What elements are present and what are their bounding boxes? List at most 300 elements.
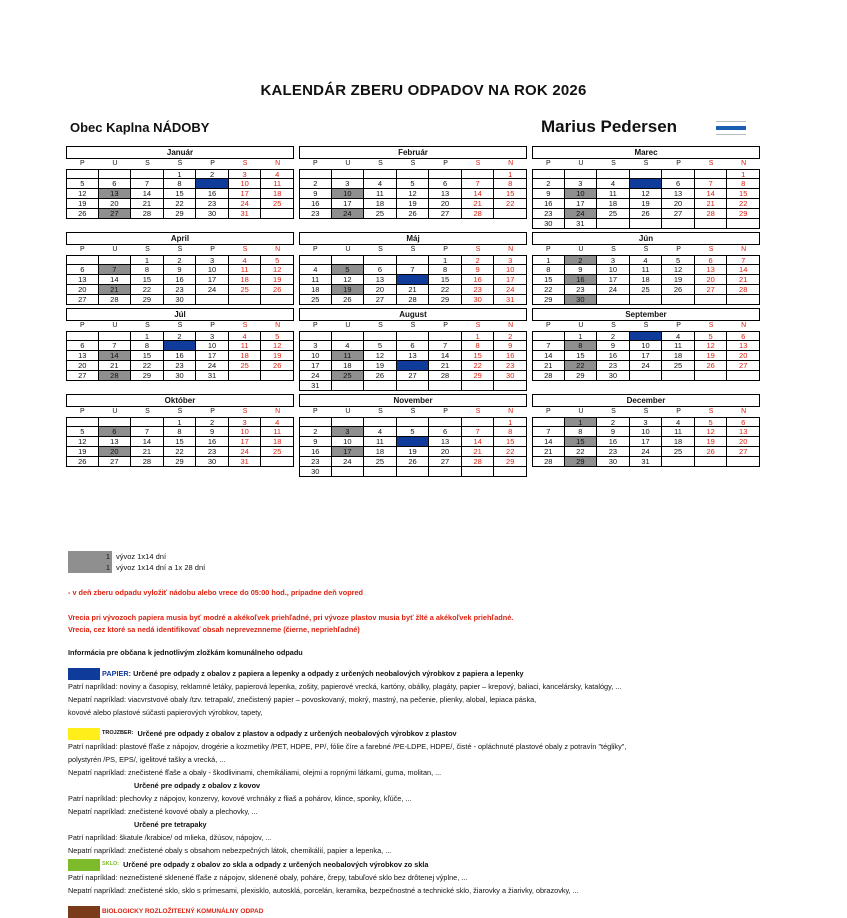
day-cell: 14 [462,437,495,447]
weekday-label: P [79,246,85,253]
day-cell: 28 [462,457,495,467]
day-cell [397,467,430,477]
day-cell: 18 [299,285,332,295]
week-row [66,275,294,285]
metal-rejected: Nepatrí napríklad: znečistené kovové obaly a plechovky, ... [68,807,258,816]
day-cell: 25 [261,199,294,209]
day-cell [597,169,630,179]
week-row [299,341,527,351]
day-cell: 15 [565,437,598,447]
day-cell: 13 [364,275,397,285]
day-cell: 19 [66,199,99,209]
day-cell: 13 [429,189,462,199]
weekday-label: P [79,322,85,329]
day-cell: 30 [299,467,332,477]
day-cell: 19 [630,199,663,209]
metal-accepted: Patrí napríklad: plechovky z nápojov, konzervy, kovové vrchnáky z fliaš a pohárov, klince, sponky, kľúče, ... [68,794,412,803]
day-cell: 21 [462,199,495,209]
weekday-label: S [475,408,481,415]
month-calendar [299,232,527,305]
day-cell: 30 [597,457,630,467]
month-name: Máj [299,232,527,245]
day-cell: 10 [630,341,663,351]
day-cell: 29 [727,209,760,219]
day-cell: 8 [565,341,598,351]
day-cell: 19 [695,351,728,361]
weekday-label: S [611,160,616,167]
day-cell: 8 [532,265,565,275]
day-cell: 26 [332,295,365,305]
day-cell: 29 [131,295,164,305]
weekday-label: Š [177,246,183,253]
day-cell [332,467,365,477]
week-row [66,255,294,265]
day-cell: 21 [99,361,132,371]
day-cell [597,295,630,305]
paper-label: PAPIER: [102,669,132,678]
day-cell: 18 [662,351,695,361]
day-cell: 10 [196,265,229,275]
day-cell [630,169,663,179]
day-cell [261,457,294,467]
day-cell: 29 [164,457,197,467]
week-row [532,179,760,189]
day-cell: 5 [332,265,365,275]
paper-rejected-2: kovové alebo plastové súčasti papierových výrobkov, tapety, [68,708,263,717]
bio-section [68,905,263,918]
month-calendar [66,308,294,391]
day-cell: 25 [229,361,262,371]
day-cell [261,295,294,305]
day-cell: 29 [164,209,197,219]
day-cell: 2 [494,331,527,341]
day-cell: 13 [99,189,132,199]
day-cell: 3 [229,417,262,427]
day-cell: 8 [429,265,462,275]
day-cell: 3 [229,169,262,179]
day-cell [662,457,695,467]
day-cell: 24 [332,457,365,467]
weekday-label: U [345,246,351,253]
day-cell: 5 [261,255,294,265]
weekday-label: Š [177,408,183,415]
day-cell: 18 [662,437,695,447]
day-cell: 17 [229,437,262,447]
day-cell: 28 [99,295,132,305]
weekday-label: S [708,160,714,167]
bags-note-2: Vrecia, cez ktoré sa nedá identifikovať obsah nepreveznneme (čierne, nepriehľadné) [68,625,360,634]
day-cell: 30 [196,209,229,219]
day-cell: 2 [597,331,630,341]
day-cell: 18 [630,275,663,285]
day-cell: 4 [261,169,294,179]
day-cell [532,331,565,341]
day-cell: 9 [196,427,229,437]
day-cell: 24 [196,361,229,371]
day-cell: 5 [66,427,99,437]
day-cell: 16 [597,351,630,361]
legend [68,551,205,573]
day-cell: 26 [662,285,695,295]
day-cell: 24 [229,199,262,209]
weekday-label: Š [410,160,416,167]
weekday-label: S [378,408,383,415]
day-cell [727,219,760,229]
day-cell: 15 [131,351,164,361]
weekday-label: P [312,246,318,253]
day-cell: 18 [364,199,397,209]
day-cell [299,331,332,341]
day-cell [131,417,164,427]
day-cell: 22 [565,361,598,371]
month-calendar [532,308,760,391]
month-calendar [299,394,527,477]
day-cell: 31 [229,457,262,467]
day-cell: 4 [364,179,397,189]
day-cell: 19 [66,447,99,457]
week-row [532,169,760,179]
day-cell: 31 [299,381,332,391]
day-cell: 30 [597,371,630,381]
day-cell: 9 [164,265,197,275]
day-cell: 3 [565,179,598,189]
day-cell: 28 [429,371,462,381]
day-cell: 15 [164,437,197,447]
day-cell: 23 [164,361,197,371]
weekday-header [66,407,294,417]
weekday-label: P [443,408,448,415]
day-cell: 24 [597,285,630,295]
week-row [532,341,760,351]
day-cell: 9 [565,265,598,275]
day-cell: 3 [299,341,332,351]
weekday-header [299,321,527,331]
weekday-label: S [708,246,714,253]
day-cell [299,417,332,427]
day-cell [66,169,99,179]
day-cell: 1 [131,331,164,341]
day-cell: 9 [462,265,495,275]
day-cell: 27 [727,361,760,371]
week-row [532,371,760,381]
week-row [299,351,527,361]
day-cell: 6 [429,179,462,189]
weekday-header [299,245,527,255]
day-cell: 29 [565,457,598,467]
day-cell: 23 [299,209,332,219]
weekday-label: N [741,246,747,253]
week-row [66,169,294,179]
day-cell: 14 [532,351,565,361]
day-cell: 12 [66,437,99,447]
month-name: December [532,394,760,407]
day-cell: 19 [261,275,294,285]
weekday-label: U [578,408,584,415]
day-cell: 26 [630,209,663,219]
day-cell [630,295,663,305]
week-row [66,417,294,427]
day-cell: 7 [532,427,565,437]
bio-color-swatch [68,906,100,918]
day-cell: 8 [164,427,197,437]
day-cell: 26 [66,457,99,467]
day-cell: 21 [429,361,462,371]
day-cell: 14 [99,275,132,285]
day-cell: 29 [131,371,164,381]
day-cell: 8 [727,179,760,189]
day-cell: 21 [131,447,164,457]
day-cell: 13 [662,189,695,199]
day-cell: 13 [66,275,99,285]
day-cell: 10 [229,427,262,437]
day-cell [727,371,760,381]
day-cell [695,371,728,381]
municipality-name: Obec Kaplna NÁDOBY [70,120,210,135]
day-cell: 27 [727,447,760,457]
weekday-label: S [242,408,248,415]
week-row [532,457,760,467]
day-cell: 16 [462,275,495,285]
day-cell [332,381,365,391]
day-cell [299,255,332,265]
day-cell: 1 [494,169,527,179]
day-cell [727,457,760,467]
weekday-header [532,407,760,417]
day-cell: 2 [299,427,332,437]
plastic-rejected: Nepatrí napríklad: znečistené fľaše a obaly - škodlivinami, chemikáliami, olejmi a ropnými látkami, guma, molitan, ... [68,768,442,777]
day-cell: 23 [196,447,229,457]
weekday-label: S [145,322,150,329]
day-cell [532,417,565,427]
day-cell: 18 [229,351,262,361]
weekday-label: U [578,246,584,253]
weekday-label: S [378,246,383,253]
day-cell [494,467,527,477]
weekday-label: P [312,160,318,167]
month-calendar [66,232,294,305]
day-cell: 14 [695,189,728,199]
day-cell: 17 [597,275,630,285]
week-row [66,265,294,275]
weekday-label: N [741,322,747,329]
day-cell: 26 [364,371,397,381]
day-cell: 20 [429,447,462,457]
day-cell: 16 [532,199,565,209]
day-cell: 4 [261,417,294,427]
day-cell [462,417,495,427]
info-heading: Informácia pre občana k jednotlivým zložkám komunálneho odpadu [68,648,303,657]
day-cell: 6 [364,265,397,275]
weekday-label: S [611,322,616,329]
day-cell [99,169,132,179]
weekday-label: U [578,322,584,329]
week-row [66,179,294,189]
weekday-label: N [741,160,747,167]
day-cell: 11 [229,341,262,351]
day-cell: 9 [196,179,229,189]
day-cell: 18 [261,437,294,447]
weekday-label: U [112,160,118,167]
day-cell: 22 [727,199,760,209]
day-cell [429,417,462,427]
day-cell: 24 [494,285,527,295]
weekday-label: P [676,322,681,329]
day-cell [99,331,132,341]
day-cell: 5 [397,427,430,437]
day-cell: 4 [332,341,365,351]
day-cell: 6 [727,417,760,427]
day-cell: 17 [332,447,365,457]
day-cell: 11 [662,341,695,351]
day-cell: 2 [299,179,332,189]
day-cell: 26 [261,361,294,371]
day-cell: 21 [532,361,565,371]
week-row [532,361,760,371]
day-cell: 13 [429,437,462,447]
day-cell: 16 [565,275,598,285]
weekday-label: S [475,322,481,329]
day-cell: 18 [364,447,397,457]
day-cell: 30 [164,295,197,305]
day-cell: 11 [597,189,630,199]
day-cell: 10 [630,427,663,437]
weekday-label: Š [643,322,649,329]
week-row [299,209,527,219]
weekday-header [299,159,527,169]
day-cell: 13 [66,351,99,361]
day-cell: 19 [695,437,728,447]
day-cell: 21 [99,285,132,295]
day-cell: 1 [532,255,565,265]
day-cell [429,467,462,477]
day-cell: 12 [261,265,294,275]
day-cell: 5 [364,341,397,351]
day-cell [662,169,695,179]
brand-name: Marius Pedersen [541,117,678,136]
legend-swatch: 1 [68,562,112,573]
month-calendar [532,146,760,229]
week-row [66,361,294,371]
day-cell: 5 [662,255,695,265]
glass-color-swatch [68,859,100,871]
day-cell: 2 [532,179,565,189]
day-cell: 26 [695,447,728,457]
day-cell [630,219,663,229]
day-cell [66,331,99,341]
week-row [299,417,527,427]
weekday-label: Š [177,160,183,167]
weekday-label: N [508,246,514,253]
day-cell: 11 [299,275,332,285]
day-cell: 1 [131,255,164,265]
day-cell: 28 [532,457,565,467]
day-cell: 25 [662,361,695,371]
day-cell: 23 [565,285,598,295]
day-cell: 18 [332,361,365,371]
day-cell: 2 [196,417,229,427]
week-row [66,437,294,447]
day-cell [662,219,695,229]
day-cell: 11 [229,265,262,275]
day-cell: 26 [695,361,728,371]
weekday-label: S [378,322,383,329]
day-cell: 16 [299,199,332,209]
day-cell: 31 [630,457,663,467]
day-cell: 20 [727,351,760,361]
day-cell [66,417,99,427]
day-cell: 30 [532,219,565,229]
day-cell [99,255,132,265]
day-cell: 30 [164,371,197,381]
week-row [66,209,294,219]
day-cell: 18 [261,189,294,199]
week-row [532,447,760,457]
day-cell: 24 [196,285,229,295]
day-cell: 7 [99,341,132,351]
week-row [532,295,760,305]
weekday-label: P [79,408,85,415]
day-cell: 29 [462,371,495,381]
day-cell [695,169,728,179]
day-cell: 14 [429,351,462,361]
day-cell: 3 [332,179,365,189]
month-name: August [299,308,527,321]
day-cell: 7 [99,265,132,275]
day-cell: 16 [164,351,197,361]
day-cell: 13 [727,341,760,351]
day-cell: 20 [397,361,430,371]
weekday-header [532,159,760,169]
day-cell: 12 [397,437,430,447]
weekday-label: N [275,408,281,415]
day-cell: 21 [462,447,495,457]
day-cell: 16 [196,437,229,447]
day-cell: 8 [462,341,495,351]
week-row [66,351,294,361]
day-cell: 16 [597,437,630,447]
weekday-label: P [545,160,551,167]
week-row [299,371,527,381]
day-cell: 18 [229,275,262,285]
day-cell: 19 [662,275,695,285]
day-cell: 1 [727,169,760,179]
legend-item [68,551,205,562]
day-cell [397,331,430,341]
day-cell [462,381,495,391]
day-cell: 4 [229,331,262,341]
day-cell: 20 [364,285,397,295]
day-cell: 6 [727,331,760,341]
day-cell: 6 [66,341,99,351]
day-cell: 6 [397,341,430,351]
day-cell: 26 [66,209,99,219]
month-calendar [66,146,294,229]
day-cell: 4 [597,179,630,189]
week-row [532,275,760,285]
tetra-rejected: Nepatrí napríklad: znečistené obaly s obsahom nebezpečných látok, chemikálií, papier a lepenka, ... [68,846,392,855]
day-cell: 4 [364,427,397,437]
day-cell [429,331,462,341]
day-cell: 22 [164,199,197,209]
day-cell [332,255,365,265]
day-cell [462,169,495,179]
day-cell: 2 [196,169,229,179]
weekday-label: N [275,322,281,329]
week-row [532,255,760,265]
day-cell: 15 [494,189,527,199]
day-cell: 19 [261,351,294,361]
day-cell: 29 [565,371,598,381]
